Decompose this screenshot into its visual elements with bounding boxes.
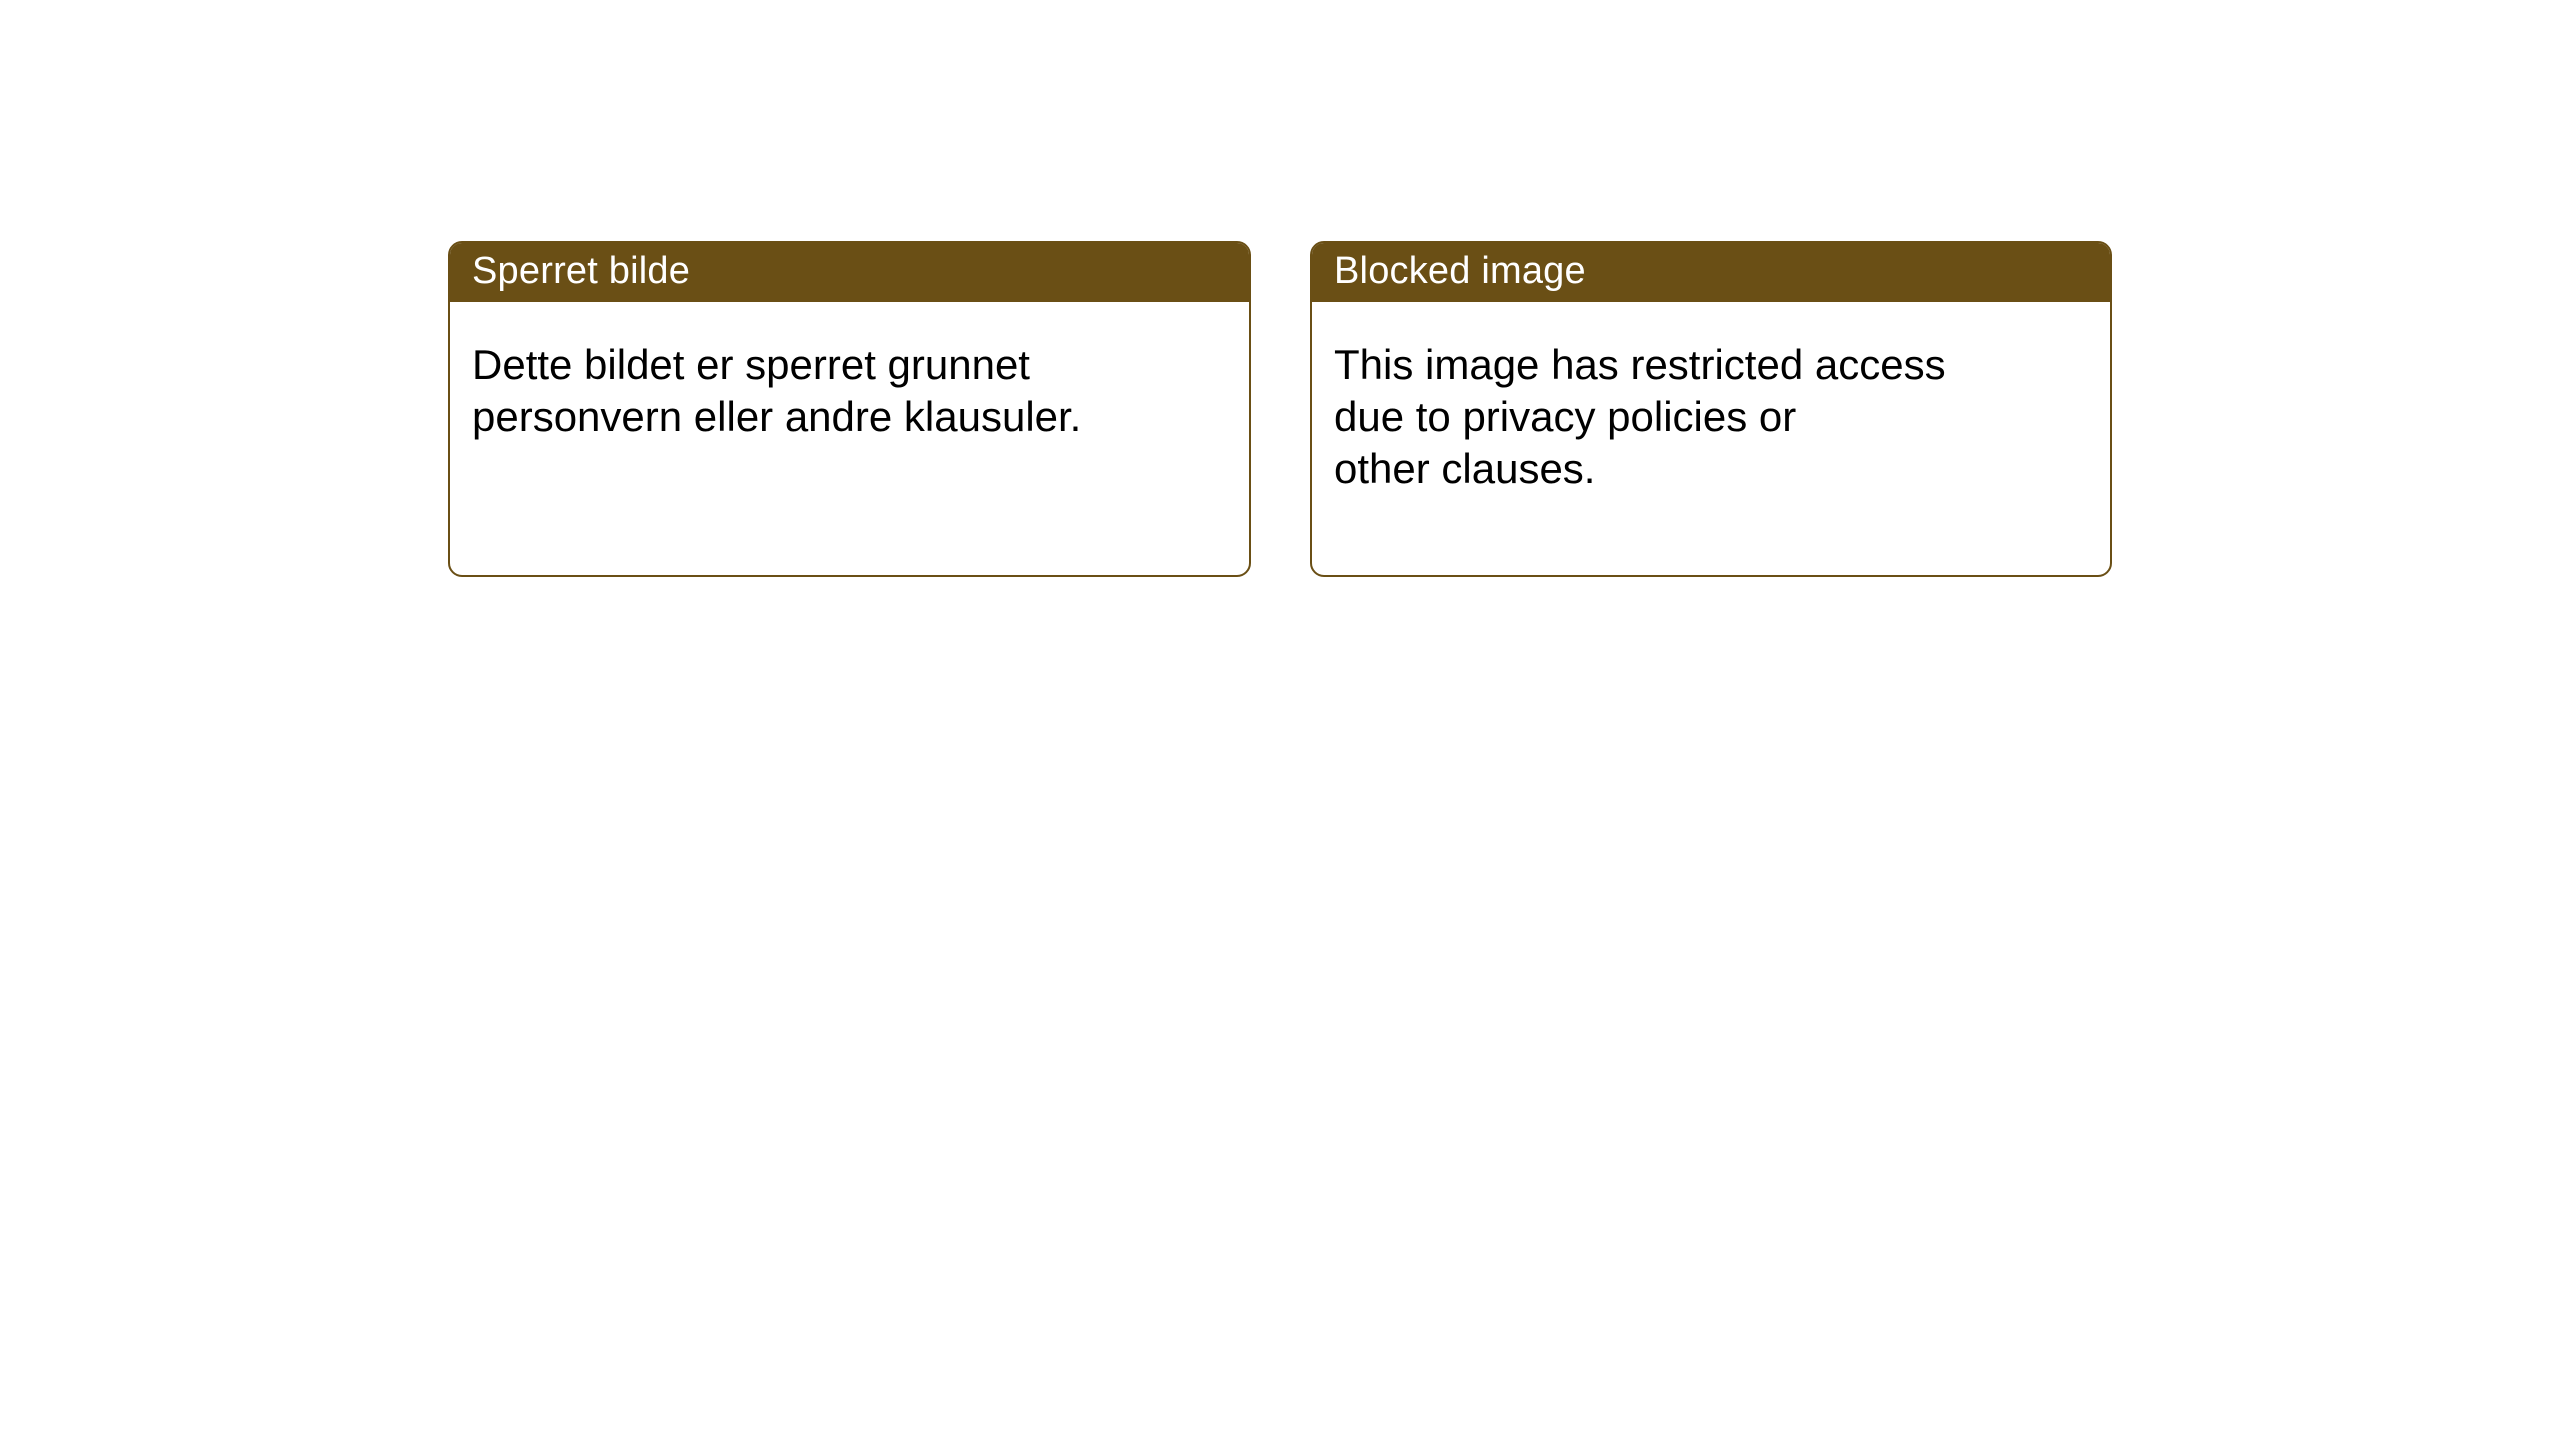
message-line: Dette bildet er sperret grunnet: [472, 341, 1030, 388]
message-line: other clauses.: [1334, 445, 1596, 492]
message-line: due to privacy policies or: [1334, 393, 1797, 440]
card-title: Sperret bilde: [472, 249, 691, 292]
card-header: [1312, 243, 2110, 302]
blocked-image-card-english: [1310, 241, 2112, 577]
card-message: [450, 302, 1249, 443]
card-title: Blocked image: [1334, 249, 1586, 292]
card-message: [1312, 302, 2110, 495]
message-line: personvern eller andre klausuler.: [472, 393, 1082, 440]
blocked-image-card-norwegian: [448, 241, 1251, 577]
message-line: This image has restricted access: [1334, 341, 1946, 388]
card-header: [450, 243, 1249, 302]
